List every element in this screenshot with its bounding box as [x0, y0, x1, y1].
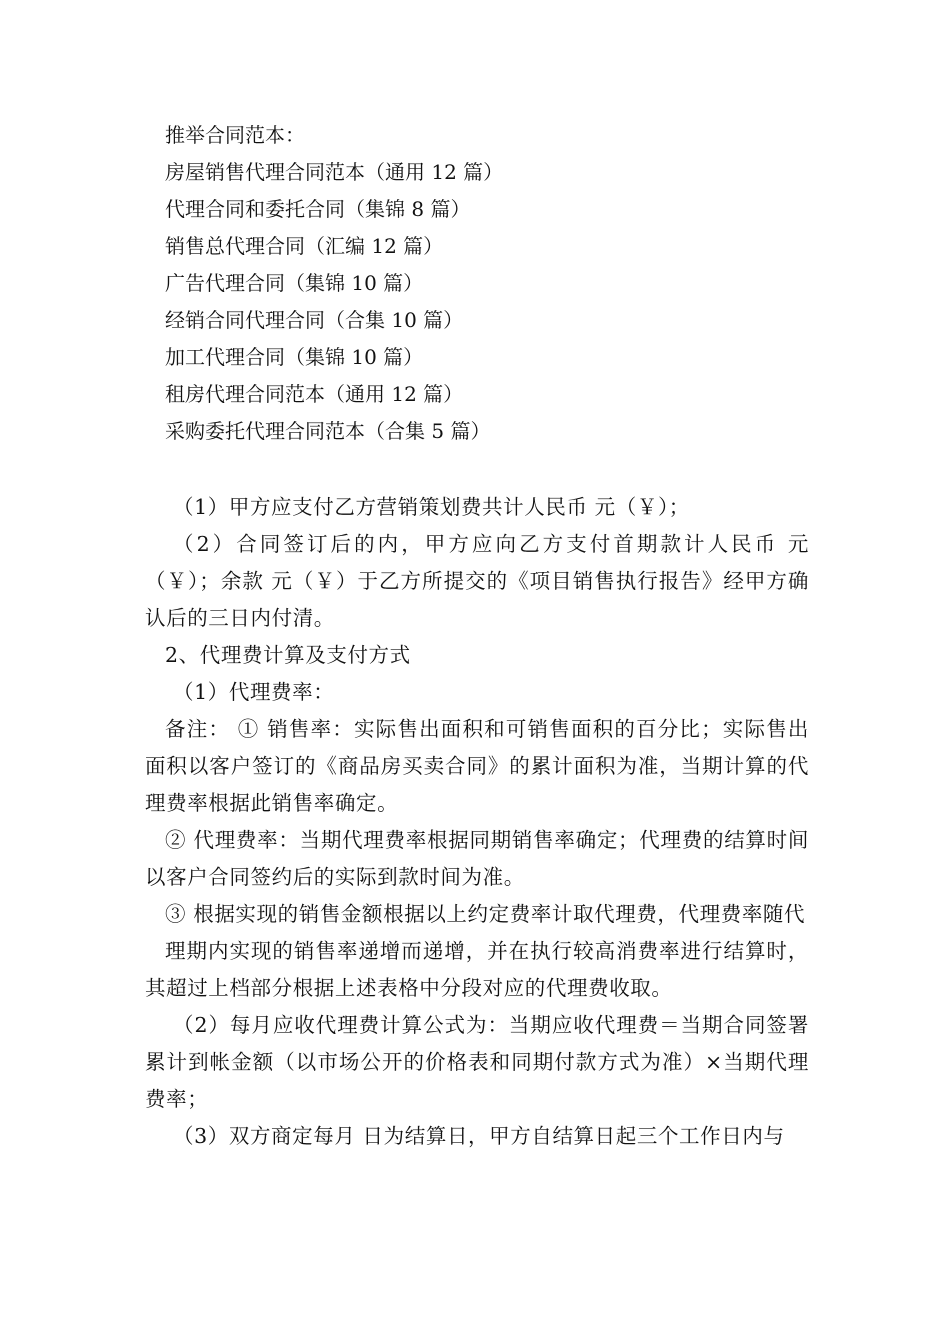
- recommend-item[interactable]: 经销合同代理合同（合集 10 篇）: [165, 308, 464, 332]
- paragraph-settlement-date: （3）双方商定每月 日为结算日，甲方自结算日起三个工作日内与: [173, 1124, 785, 1148]
- contract-body: [145, 489, 809, 1155]
- paragraph-first-payment: （2）合同签订后的内，甲方应向乙方支付首期款计人民币 元（￥）；余款 元（￥）于乙方所提交的《项目销售执行报告》经甲方确认后的三日内付清。: [145, 532, 809, 630]
- recommend-item[interactable]: 广告代理合同（集锦 10 篇）: [165, 271, 424, 295]
- paragraph-monthly-formula: （2）每月应收代理费计算公式为：当期应收代理费＝当期合同签署累计到帐金额（以市场公开的价格表和同期付款方式为准）×当期代理费率；: [145, 1013, 809, 1111]
- paragraph-note-continuation: 理期内实现的销售率递增而递增，并在执行较高消费率进行结算时，其超过上档部分根据上述表格中分段对应的代理费收取。: [145, 939, 809, 1000]
- recommend-heading: 推举合同范本：: [165, 123, 305, 147]
- paragraph-planning-fee: （1）甲方应支付乙方营销策划费共计人民币 元（￥）；: [173, 495, 690, 519]
- recommend-item[interactable]: 租房代理合同范本（通用 12 篇）: [165, 382, 464, 406]
- recommend-item[interactable]: 加工代理合同（集锦 10 篇）: [165, 345, 424, 369]
- paragraph-note-agency-rate: ② 代理费率：当期代理费率根据同期销售率确定；代理费的结算时间以客户合同签约后的实际到款时间为准。: [145, 828, 809, 889]
- section-heading-agency-fee: 2、代理费计算及支付方式: [165, 643, 411, 667]
- recommend-item[interactable]: 房屋销售代理合同范本（通用 12 篇）: [165, 160, 504, 184]
- recommended-contracts-list: [165, 117, 805, 450]
- recommend-item[interactable]: 代理合同和委托合同（集锦 8 篇）: [165, 197, 471, 221]
- recommend-item[interactable]: 采购委托代理合同范本（合集 5 篇）: [165, 419, 491, 443]
- paragraph-note-sales-rate: 备注： ① 销售率：实际售出面积和可销售面积的百分比；实际售出面积以客户签订的《商品房买卖合同》的累计面积为准，当期计算的代理费率根据此销售率确定。: [145, 717, 809, 815]
- paragraph-agency-rate: （1）代理费率：: [173, 680, 335, 704]
- paragraph-note-calculation: ③ 根据实现的销售金额根据以上约定费率计取代理费，代理费率随代: [165, 902, 806, 926]
- recommend-item[interactable]: 销售总代理合同（汇编 12 篇）: [165, 234, 444, 258]
